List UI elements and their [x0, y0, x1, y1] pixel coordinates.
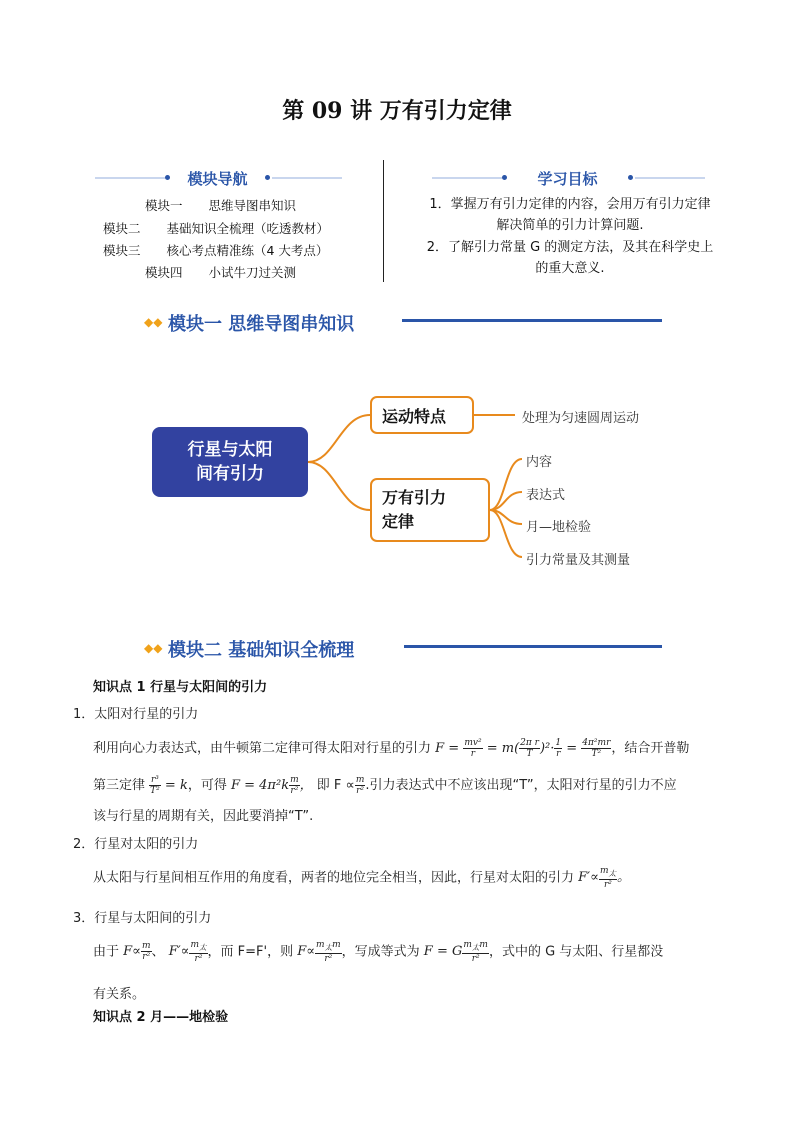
nav-item-module: 模块四: [145, 265, 183, 280]
panel-divider: [383, 160, 384, 282]
nav-item-1[interactable]: [145, 196, 296, 214]
goals-heading-line-right: [635, 177, 705, 179]
formula-F-prop-m-r2-b: F∝ $\frac{m}{\text{r²}}$: [123, 941, 151, 963]
kp1-s2-line1: [93, 866, 630, 890]
mindmap-leaf-uniform-circular[interactable]: 处理为匀速圆周运动: [522, 411, 640, 426]
mindmap-leaf-gravitational-constant[interactable]: 引力常量及其测量: [526, 553, 631, 568]
mindmap-root-line-2: 间有引力: [196, 464, 264, 484]
section1-heading: 模块一 思维导图串知识: [168, 314, 355, 335]
text-segment: ，而 F=F'，则: [207, 944, 294, 960]
kp1-title: 知识点 1 行星与太阳间的引力: [93, 680, 268, 695]
mindmap-root[interactable]: [152, 427, 308, 497]
kp1-s1-title: 1．太阳对行星的引力: [73, 707, 199, 722]
section1-rule: [402, 319, 662, 322]
kp1-s3-line1: [93, 940, 663, 964]
goal-line-2: 解决简单的引力计算问题.: [496, 218, 644, 233]
formula-F-mv2-r: F = $\frac{\text{mv²}}{r}$ = m( $\frac{\text{2π r}}{T}$ )²· $\frac{1}{r}$ = $\frac{\text{4π²mr}}{\text{T²}}$: [435, 738, 611, 759]
nav-heading-line-left: [95, 177, 165, 179]
text-segment: ，结合开普勒: [611, 741, 690, 756]
mindmap-branch-motion-label: 运动特点: [382, 406, 447, 426]
mindmap-root-line-1: 行星与太阳: [187, 440, 273, 460]
connector-leaf-1: [490, 459, 522, 510]
text-segment: 即 F ∝: [316, 778, 355, 793]
nav-item-module: 模块三: [103, 243, 141, 258]
nav-item-module: 模块二: [103, 221, 141, 236]
text-segment: ，写成等式为: [341, 944, 420, 960]
goal-line-3: 2．了解引力常量 G 的测定方法，及其在科学史上: [426, 240, 714, 255]
text-segment: 、: [151, 944, 165, 960]
kp1-s3-line2: 有关系。: [93, 987, 146, 1002]
mindmap-branch-gravitation[interactable]: [370, 478, 490, 542]
nav-item-2[interactable]: [103, 219, 329, 237]
kp1-s1-line1: [93, 737, 689, 759]
nav-item-module: 模块一: [145, 198, 183, 213]
kp1-s2-title: 2．行星对太阳的引力: [73, 837, 199, 852]
formula-F-4pi2k: F = 4π²k $\frac{m}{\text{r²}}$ ，: [230, 775, 313, 796]
kp1-s3-title: 3．行星与太阳间的引力: [73, 911, 212, 926]
section2-rule: [404, 645, 662, 648]
goal-line-4: 的重大意义.: [535, 261, 605, 276]
text-segment: ，式中的 G 与太阳、行星都没: [488, 944, 664, 960]
formula-kepler-third: $\frac{\text{r³}}{\text{T²}}$ = k: [150, 775, 188, 796]
nav-item-text: 核心考点精准练（4 大考点）: [166, 243, 329, 258]
nav-heading: 模块导航: [187, 170, 248, 188]
nav-item-text: 基础知识全梳理（吃透教材）: [166, 221, 329, 236]
text-segment: .引力表达式中不应该出现“T”，太阳对行星的引力不应: [365, 778, 677, 793]
text-segment: 由于: [93, 944, 120, 960]
mindmap-leaf-content[interactable]: 内容: [526, 455, 553, 470]
section2-heading: 模块二 基础知识全梳理: [168, 640, 355, 661]
goal-line-1: 1．掌握万有引力定律的内容，会用万有引力定律: [429, 197, 711, 212]
goals-heading-line-left: [432, 177, 502, 179]
nav-item-4[interactable]: [145, 263, 296, 281]
formula-Fprime-prop-ms-r2-b: F′∝ $\frac{m_太}{\text{r²}}$: [168, 940, 207, 964]
kp1-s1-line2: [93, 774, 677, 796]
formula-F-G-msm-r2: F = G $\frac{m_太m}{\text{r²}}$: [423, 940, 488, 964]
formula-F-prop-m-r2: $\frac{m}{\text{r²}}$: [355, 775, 365, 796]
nav-item-text: 小试牛刀过关测: [208, 265, 296, 280]
mindmap-branch-motion[interactable]: [370, 396, 474, 434]
mindmap-branch-gravitation-line-2: 定律: [382, 512, 415, 531]
text-segment: ，可得: [187, 778, 227, 793]
text-segment: 从太阳与行星间相互作用的角度看，两者的地位完全相当，因此，行星对太阳的引力: [93, 870, 575, 886]
text-segment: 利用向心力表达式，由牛顿第二定律可得太阳对行星的引力: [93, 741, 432, 756]
nav-heading-line-right: [272, 177, 342, 179]
goals-heading-dot-right: [628, 175, 633, 180]
section-diamond-icon: ◆◆: [144, 315, 163, 329]
connector-root-branch2: [308, 462, 370, 510]
nav-heading-dot-right: [265, 175, 270, 180]
formula-F-prop-msm-r2: F∝ $\frac{m_太m}{\text{r²}}$: [297, 940, 341, 964]
goals-heading: 学习目标: [537, 170, 598, 188]
goals-heading-dot-left: [502, 175, 507, 180]
kp2-title: 知识点 2 月——地检验: [93, 1010, 229, 1025]
formula-Fprime-prop-ms-r2: F′∝ $\frac{m_太}{\text{r²}}$ 。: [578, 866, 630, 890]
nav-item-3[interactable]: [103, 241, 328, 259]
mindmap-branch-gravitation-line-1: 万有引力: [382, 488, 447, 507]
nav-item-text: 思维导图串知识: [208, 198, 296, 213]
section-diamond-icon: ◆◆: [144, 641, 163, 655]
connector-root-branch1: [308, 415, 370, 462]
mindmap-leaf-expression[interactable]: 表达式: [526, 488, 566, 503]
kp1-s1-line3: 该与行星的周期有关，因此要消掉“T”.: [93, 809, 314, 824]
text-segment: 第三定律: [93, 778, 146, 793]
page-title: 第 09 讲 万有引力定律: [282, 98, 512, 124]
mindmap-leaf-moon-earth-test[interactable]: 月—地检验: [526, 520, 592, 535]
